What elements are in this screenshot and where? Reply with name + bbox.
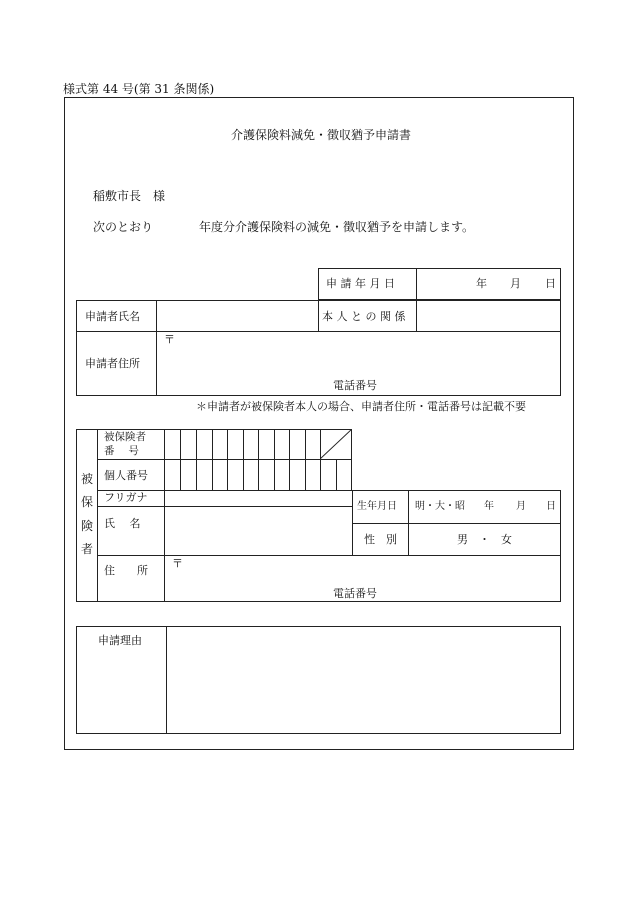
relation-label: 本 人 と の 関 係 — [322, 310, 406, 323]
postal-mark: 〒 — [164, 333, 175, 346]
personal-number-field[interactable] — [166, 461, 350, 489]
application-date-label: 申 請 年 月 日 — [326, 277, 395, 290]
insured-label-2: 保 — [81, 495, 94, 509]
birth-year-label: 年 — [484, 501, 494, 512]
furigana-field[interactable] — [166, 491, 350, 505]
fiscal-year-field[interactable] — [155, 216, 197, 234]
applicant-phone-label: 電話番号 — [333, 379, 377, 392]
insured-number-label-2: 番 号 — [104, 445, 139, 457]
date-day-label: 日 — [545, 277, 556, 290]
insured-label-1: 被 — [81, 472, 94, 486]
birth-day-label: 日 — [546, 501, 556, 512]
birth-month-label: 月 — [516, 501, 526, 512]
insured-address-field[interactable] — [184, 558, 556, 582]
insured-name-label: 氏 名 — [104, 517, 141, 530]
reason-label: 申請理由 — [98, 634, 142, 647]
insured-phone-field[interactable] — [385, 584, 555, 600]
sex-options[interactable]: 男 ・ 女 — [457, 533, 512, 546]
insured-phone-label: 電話番号 — [333, 587, 377, 600]
date-month-label: 月 — [510, 277, 521, 290]
insured-number-field[interactable] — [166, 431, 318, 457]
applicant-address-field[interactable] — [175, 334, 555, 376]
number-grid-strike — [320, 429, 352, 460]
request-prefix: 次のとおり — [93, 220, 154, 234]
birth-date-field[interactable] — [410, 492, 558, 521]
insured-postal-mark: 〒 — [172, 557, 183, 570]
birth-era-options: 明・大・昭 — [415, 501, 465, 512]
form-number: 様式第 44 号(第 31 条関係) — [63, 82, 215, 96]
furigana-label: フリガナ — [104, 491, 148, 504]
personal-number-label: 個人番号 — [104, 469, 148, 482]
relation-field[interactable] — [418, 302, 558, 330]
date-year-label: 年 — [476, 277, 487, 290]
application-date-field[interactable] — [418, 270, 558, 298]
insured-label-4: 者 — [81, 542, 94, 556]
insured-name-field[interactable] — [166, 508, 350, 553]
applicant-name-label: 申請者氏名 — [85, 310, 140, 323]
insured-section-label-cell — [76, 429, 98, 602]
applicant-note: ＊申請者が被保険者本人の場合、申請者住所・電話番号は記載不要 — [196, 400, 526, 413]
sex-label: 性 別 — [364, 533, 397, 546]
insured-label-3: 険 — [81, 519, 94, 533]
applicant-name-field[interactable] — [158, 302, 316, 330]
insured-number-label-1: 被保険者 — [104, 431, 146, 443]
applicant-address-label: 申請者住所 — [85, 357, 140, 370]
reason-field[interactable] — [168, 628, 558, 732]
addressee: 稲敷市長 様 — [93, 189, 166, 203]
insured-address-label: 住 所 — [104, 564, 148, 577]
request-text: 年度分介護保険料の減免・徴収猶予を申請します。 — [199, 220, 475, 234]
birth-date-label: 生年月日 — [357, 501, 397, 512]
applicant-phone-field[interactable] — [385, 376, 555, 394]
form-title: 介護保険料減免・徴収猶予申請書 — [231, 128, 412, 142]
